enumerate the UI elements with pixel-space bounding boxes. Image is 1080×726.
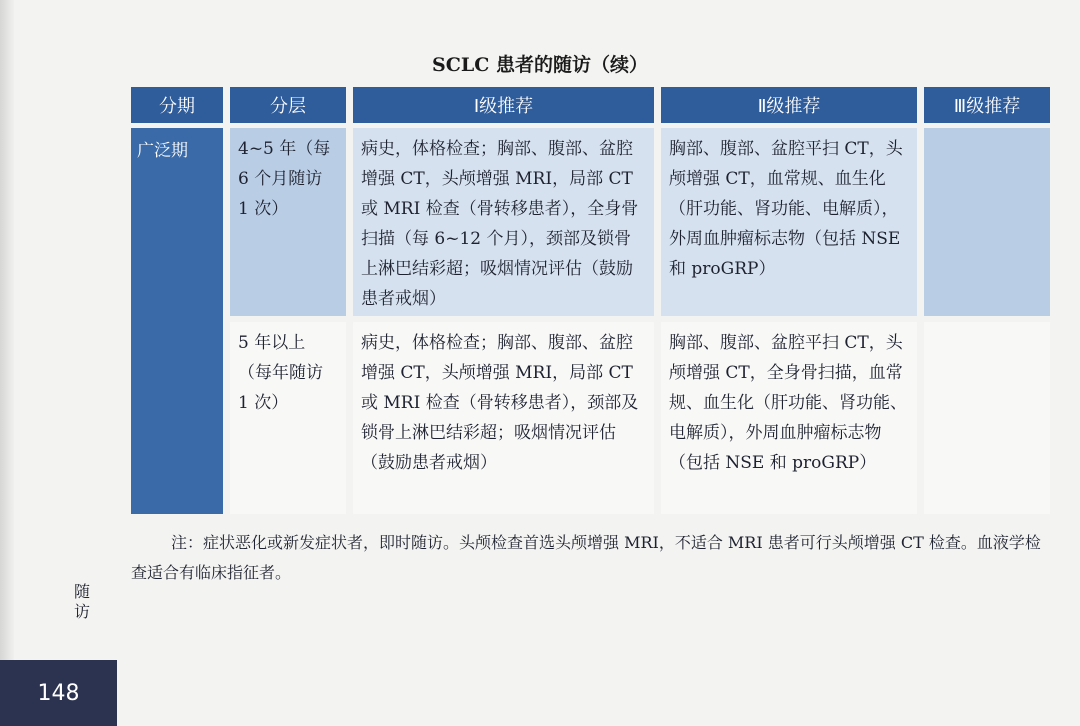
row2-level3: [924, 322, 1050, 514]
chapter-side-label: 随访: [73, 582, 90, 621]
header-stage: 分期: [131, 87, 223, 123]
row2-layer: 5 年以上（每年随访 1 次）: [230, 322, 346, 514]
page-number: 148: [0, 660, 117, 726]
header-layer: 分层: [230, 87, 346, 123]
footnote: 注：症状恶化或新发症状者，即时随访。头颅检查首选头颅增强 MRI，不适合 MRI 患者可行头颅增强 CT 检查。血液学检查适合有临床指征者。: [131, 533, 1041, 582]
row2-level2: 胸部、腹部、盆腔平扫 CT，头颅增强 CT，全身骨扫描，血常规、血生化（肝功能、肾功能、电解质），外周血肿瘤标志物（包括 NSE 和 proGRP）: [661, 322, 917, 514]
table-title: SCLC 患者的随访（续）: [432, 54, 648, 76]
row1-level3: [924, 128, 1050, 316]
row1-level1: 病史，体格检查；胸部、腹部、盆腔增强 CT，头颅增强 MRI，局部 CT 或 MRI 检查（骨转移患者），全身骨扫描（每 6~12 个月），颈部及锁骨上淋巴结彩超；吸烟情况评估（鼓励患者戒烟）: [353, 128, 654, 316]
page-binding-shadow: [0, 0, 14, 726]
header-level1: Ⅰ级推荐: [353, 87, 654, 123]
header-level3: Ⅲ级推荐: [924, 87, 1050, 123]
row1-layer: 4~5 年（每 6 个月随访 1 次）: [230, 128, 346, 316]
row2-level1: 病史，体格检查；胸部、腹部、盆腔增强 CT，头颅增强 MRI，局部 CT 或 MRI 检查（骨转移患者），颈部及锁骨上淋巴结彩超；吸烟情况评估（鼓励患者戒烟）: [353, 322, 654, 514]
header-level2: Ⅱ级推荐: [661, 87, 917, 123]
stage-cell: 广泛期: [131, 128, 223, 514]
row1-level2: 胸部、腹部、盆腔平扫 CT，头颅增强 CT，血常规、血生化（肝功能、肾功能、电解质），外周血肿瘤标志物（包括 NSE 和 proGRP）: [661, 128, 917, 316]
